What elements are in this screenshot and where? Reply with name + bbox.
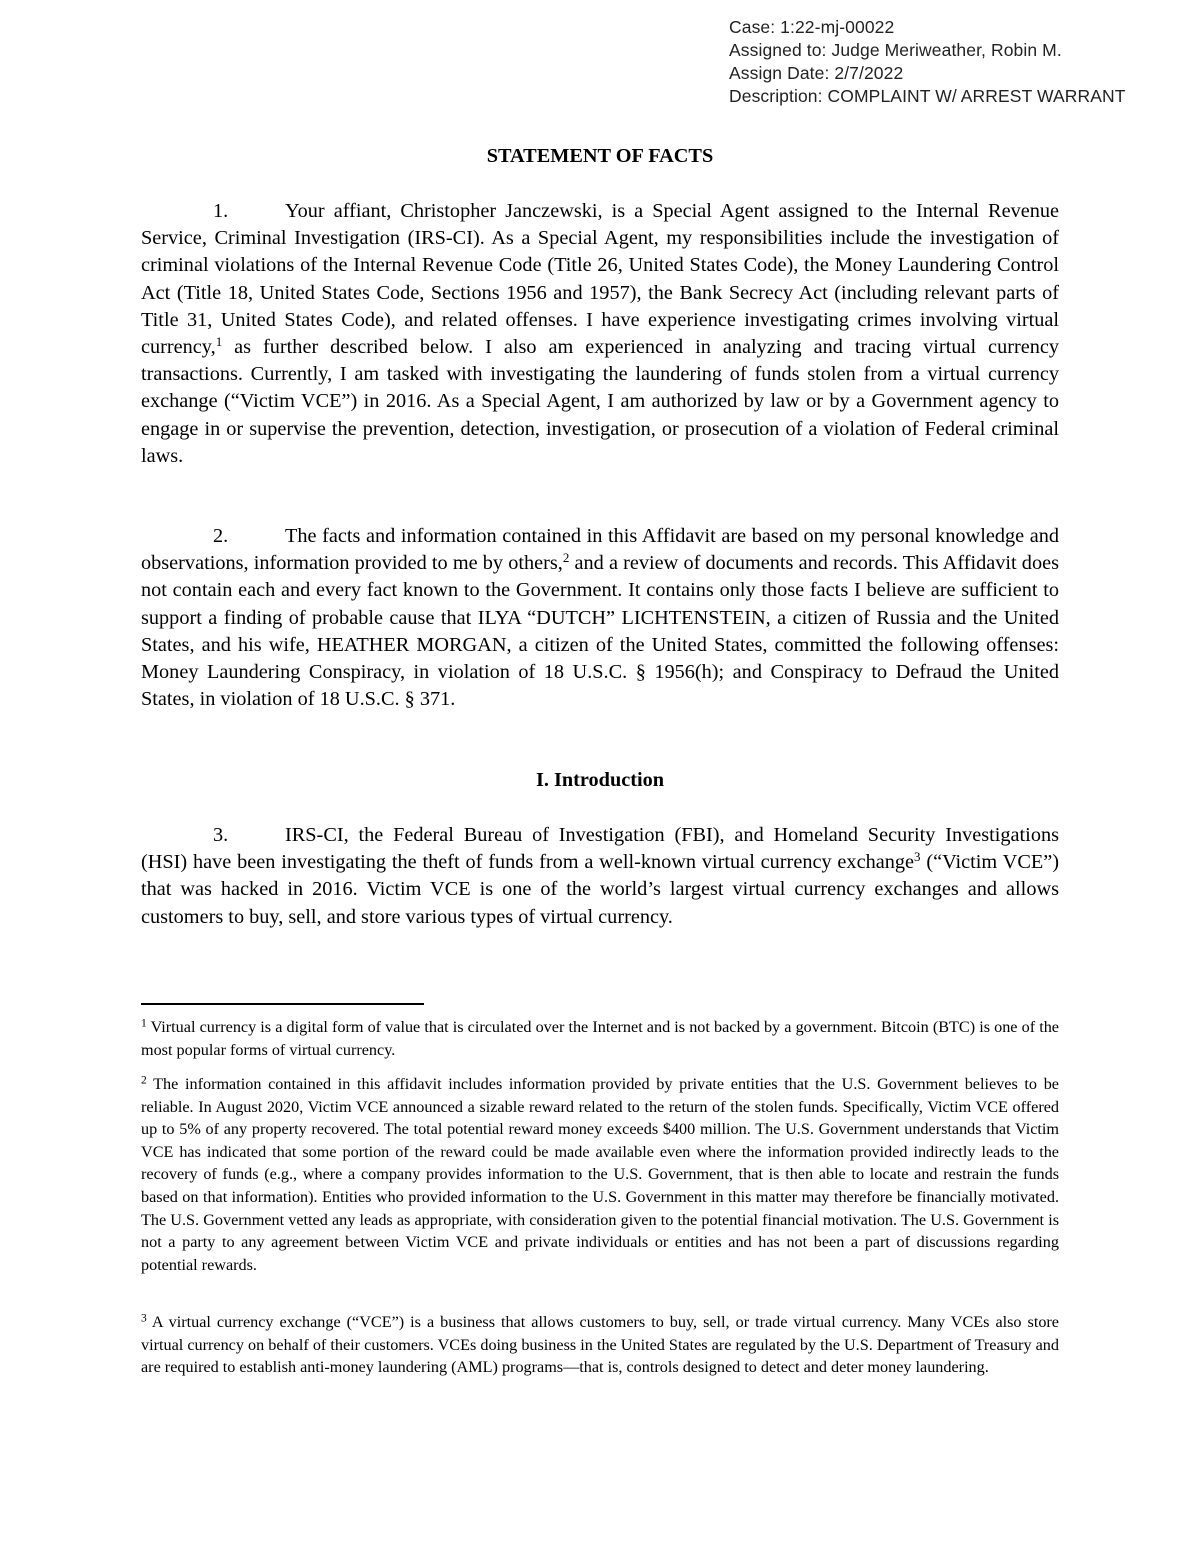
section-heading-introduction: I. Introduction — [535, 769, 665, 791]
paragraph-text: The facts and information contained in this Affidavit are based on my personal knowledge and observations, information provided to me by others, — [141, 525, 1059, 575]
paragraph-text: and a review of documents and records. This Affidavit does not contain each and every fact known to the Government. It contains only those facts I believe are sufficient to support a finding of probable cause that ILYA “DUTCH” LICHTENSTEIN, a citizen of Russia and the United States, and his wife, HEATHER MORGAN, a citizen of the United States, committed the following offenses: Money Laundering Conspiracy, in violation of 18 U.S.C. § 1956(h); and Conspiracy to Defraud the United States, in violation of 18 U.S.C. § 371. — [141, 552, 1059, 711]
paragraph-2 — [141, 523, 1059, 713]
footnote-3 — [141, 1311, 1059, 1379]
footnote-ref-3: 3 — [914, 849, 921, 865]
case-stamp — [729, 16, 1126, 108]
paragraph-number: 1. — [213, 200, 229, 222]
footnote-mark: 2 — [141, 1074, 147, 1087]
paragraph-text: (“Victim VCE”) that was hacked in 2016. Victim VCE is one of the world’s largest virtual currency exchanges and allows customers to buy, sell, and store various types of virtual currency. — [141, 851, 1059, 928]
paragraph-3 — [141, 822, 1059, 931]
assigned-judge: Assigned to: Judge Meriweather, Robin M. — [729, 40, 1062, 60]
footnote-mark: 3 — [141, 1312, 147, 1325]
paragraph-text: IRS-CI, the Federal Bureau of Investigation (FBI), and Homeland Security Investigations (HSI) have been investigating the theft of funds from a well-known virtual currency exchange — [141, 824, 1059, 874]
case-number: Case: 1:22-mj-00022 — [729, 17, 895, 37]
document-title: STATEMENT OF FACTS — [486, 145, 714, 167]
assign-date: Assign Date: 2/7/2022 — [729, 63, 904, 83]
paragraph-1 — [141, 198, 1059, 470]
footnote-divider — [141, 1003, 424, 1005]
footnote-text: Virtual currency is a digital form of value that is circulated over the Internet and is not backed by a government. Bitcoin (BTC) is one of the most popular forms of virtual currency. — [141, 1018, 1059, 1059]
footnote-text: The information contained in this affidavit includes information provided by private entities that the U.S. Government believes to be reliable. In August 2020, Victim VCE announced a sizable reward related to the return of the stolen funds. Specifically, Victim VCE offered up to 5% of any property recovered. The total potential reward money exceeds $400 million. The U.S. Government understands that Victim VCE has indicated that some portion of the reward could be made available even where the information provided indirectly leads to the recovery of funds (e.g., where a company provides information to the U.S. Government, that is then able to locate and restrain the funds based on that information). Entities who provided information to the U.S. Government in this matter may therefore be financially motivated. The U.S. Government vetted any leads as appropriate, with consideration given to the potential financial motivation. The U.S. Government is not a party to any agreement between Victim VCE and private individuals or entities and has not been a part of discussions regarding potential rewards. — [141, 1075, 1059, 1274]
footnote-2 — [141, 1073, 1059, 1276]
paragraph-text: Your affiant, Christopher Janczewski, is a Special Agent assigned to the Internal Revenue Service, Criminal Investigation (IRS-CI). As a Special Agent, my responsibilities include the investigation of criminal violations of the Internal Revenue Code (Title 26, United States Code), the Money Laundering Control Act (Title 18, United States Code, Sections 1956 and 1957), the Bank Secrecy Act (including relevant parts of Title 31, United States Code), and related offenses. I have experience investigating crimes involving virtual currency, — [141, 200, 1059, 359]
footnote-mark: 1 — [141, 1017, 147, 1030]
paragraph-text: as further described below. I also am experienced in analyzing and tracing virtual currency transactions. Currently, I am tasked with investigating the laundering of funds stolen from a virtual currency exchange (“Victim VCE”) in 2016. As a Special Agent, I am authorized by law or by a Government agency to engage in or supervise the prevention, detection, investigation, or prosecution of a violation of Federal criminal laws. — [141, 336, 1059, 467]
footnote-1 — [141, 1016, 1059, 1061]
footnote-ref-2: 2 — [562, 550, 570, 566]
case-description: Description: COMPLAINT W/ ARREST WARRANT — [729, 86, 1126, 106]
footnote-ref-1: 1 — [215, 333, 223, 349]
paragraph-number: 3. — [213, 824, 229, 846]
footnote-text: A virtual currency exchange (“VCE”) is a business that allows customers to buy, sell, or trade virtual currency. Many VCEs also store virtual currency on behalf of their customers. VCEs doing business in the United States are regulated by the U.S. Department of Treasury and are required to establish anti-money laundering (AML) programs—that is, controls designed to detect and deter money laundering. — [141, 1313, 1059, 1377]
paragraph-number: 2. — [213, 525, 229, 547]
